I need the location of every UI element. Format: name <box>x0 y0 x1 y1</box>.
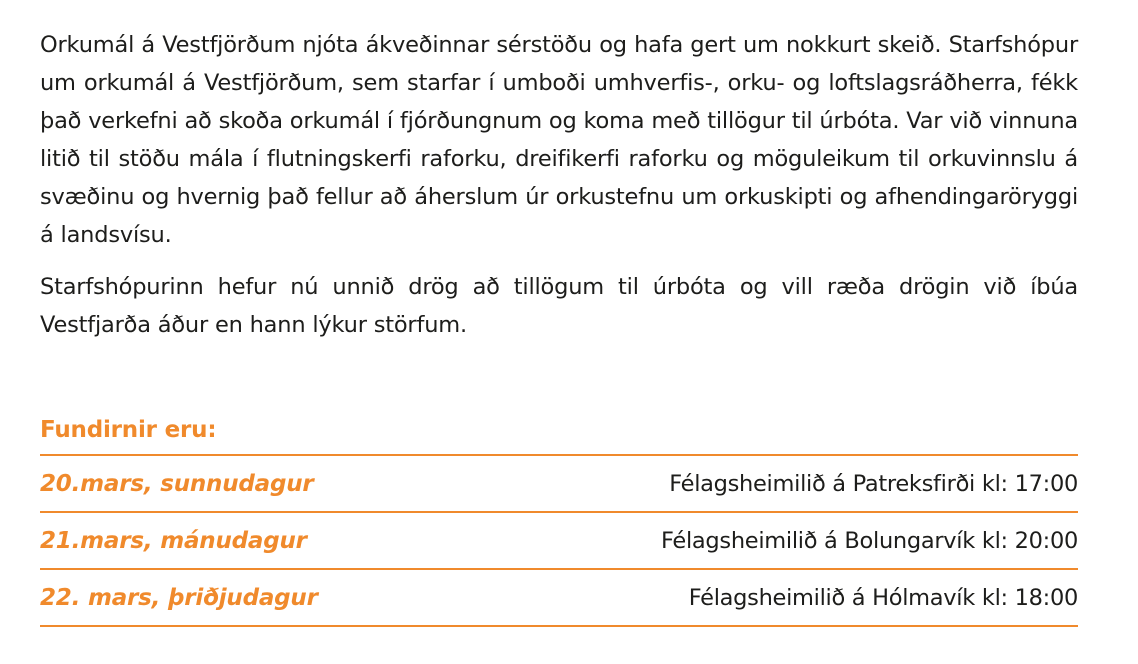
meeting-place: Félagsheimilið á Hólmavík kl: 18:00 <box>688 584 1078 611</box>
meeting-day: 22. mars, þriðjudagur <box>40 584 318 611</box>
meeting-row <box>40 513 1078 570</box>
intro-paragraph: Orkumál á Vestfjörðum njóta ákveðinnar sérstöðu og hafa gert um nokkurt skeið. Starfshópur um orkumál á Vestfjörðum, sem starfar í umboði umhverfis-, orku- og loftslagsráðherra, fékk það verkefni að skoða orkumál í fjórðungnum og koma með tillögur til úrbóta. Var við vinnuna litið til stöðu mála í flutningskerfi raforku, dreifikerfi raforku og möguleikum til orkuvinnslu á svæðinu og hvernig það fellur að áherslum úr orkustefnu um orkuskipti og afhendingaröryggi á landsvísu. <box>40 32 1078 248</box>
meeting-list <box>40 454 1078 627</box>
meeting-place: Félagsheimilið á Bolungarvík kl: 20:00 <box>661 527 1078 554</box>
meetings-heading: Fundirnir eru: <box>40 417 217 443</box>
announcement <box>40 26 1078 627</box>
meeting-row <box>40 456 1078 513</box>
meeting-day: 20.mars, sunnudagur <box>40 470 314 497</box>
meeting-day: 21.mars, mánudagur <box>40 527 307 554</box>
invitation-paragraph: Starfshópurinn hefur nú unnið drög að tillögum til úrbóta og vill ræða drögin við íbúa Vestfjarða áður en hann lýkur störfum. <box>40 274 1078 338</box>
meeting-place: Félagsheimilið á Patreksfirði kl: 17:00 <box>669 470 1078 497</box>
meeting-row <box>40 570 1078 627</box>
